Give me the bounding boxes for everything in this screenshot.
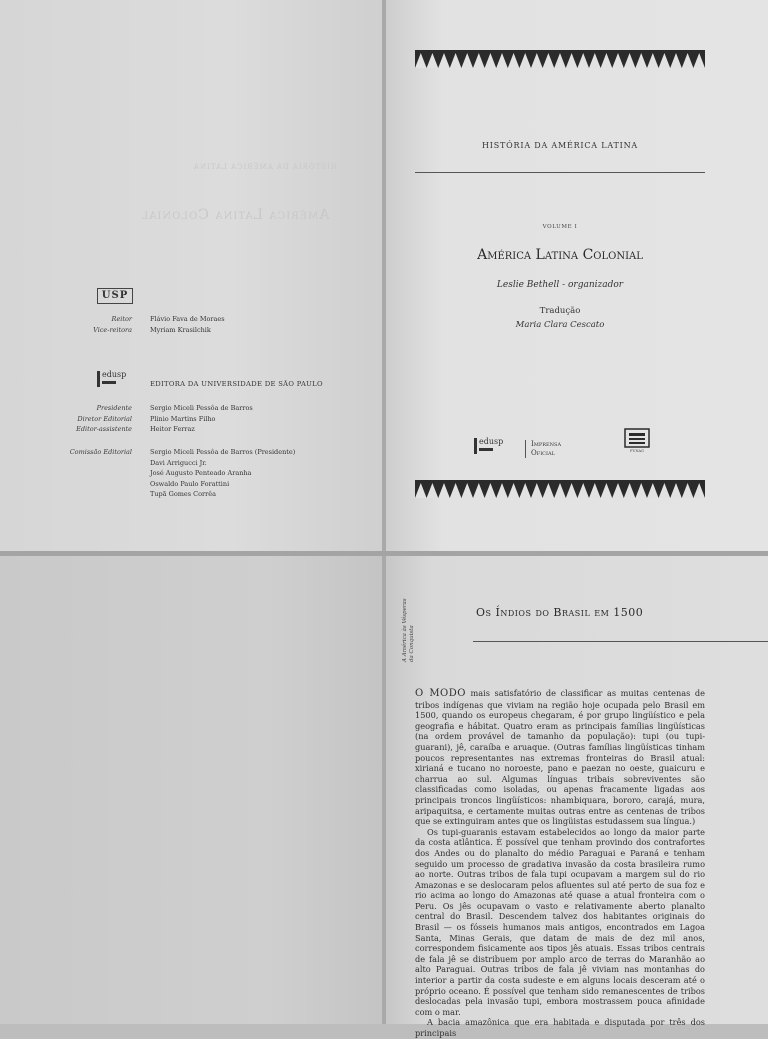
chapter-body [415,688,705,1039]
role-diretor-editorial: Diretor Editorial [77,414,132,423]
committee-member: Davi Arrigucci Jr. [150,458,207,467]
role-presidente: Presidente [96,404,132,412]
top-triangle-band [415,50,705,68]
lead-words: O MODO [415,688,466,699]
bottom-triangle-band [415,480,705,498]
edusp-logo: edusp [97,371,126,387]
university-roles [93,315,132,336]
publisher-names [150,404,253,436]
name-diretor-editorial: Plinio Martins Filho [150,414,216,423]
copyright-page [0,0,383,552]
name-editor-assistente: Heitor Ferraz [150,425,195,433]
fundap-logo-icon [624,428,650,448]
editor-credit: Leslie Bethell - organizador [496,280,624,290]
title-rule [415,172,705,173]
paragraph-3: A bacia amazônica que era habitada e disputada por três dos principais [415,1017,705,1038]
show-through-series-text: HISTÓRIA DA AMÉRICA LATINA [192,163,338,171]
publisher-roles [76,404,132,436]
role-editor-assistente: Editor-assistente [76,425,132,433]
publisher-credits [0,404,383,438]
fundap-label: FUNAG [630,449,644,453]
committee-member: Oswaldo Paulo Forattini [150,479,230,488]
translator-name: Maria Clara Cescato [515,320,605,330]
spine-gutter [382,0,386,1024]
name-vice-reitora: Myriam Krasilchik [150,325,211,334]
usp-logo: USP [97,288,133,304]
name-reitor: Flávio Fava de Moraes [150,315,225,323]
chapter-rule [473,641,768,642]
publisher-name: EDITORA DA UNIVERSIDADE DE SÃO PAULO [150,380,323,388]
committee-names [150,448,295,501]
paragraph-2: Os tupi-guaranis estavam estabelecidos ao longo da maior parte da costa atlântica. É possível que tenham provindo dos contrafortes dos Andes ou do planalto do médio Paraguai e Paraná e tenham seguido um processo de gradativa invasão da costa brasileira rumo ao norte. Outras tribos de fala tupi ocupavam a margem sul do rio Amazonas e se deslocaram pelos afluentes sul até perto de sua foz e rio acima ao longo do Amazonas até quase a atual fronteira com o Peru. Os jês ocupavam o vasto e relativamente aberto planalto central do Brasil. Descendem talvez dos habitantes originais do Brasil — os fósseis humanos mais antigos, encontrados em Lagoa Santa, Minas Gerais, que datam de mais de dez mil anos, correspondem fisicamente aos tipos jês atuais. Essas tribos centrais de fala jê se distribuem por amplo arco de terras do Maranhão ao alto Paraguai. Outras tribos de fala jê viviam nas montanhas do interior a partir da costa sudeste e em alguns locais desceram até o próprio oceano. É possível que tenham sido remanescentes de tribos deslocadas pela invasão tupi, embora mostrassem pouca afinidade com o mar. [415,826,705,1017]
committee-member: Tupã Gomes Corrêa [150,490,216,498]
show-through-title-text: América Latina Colonial [140,207,330,223]
imprensa-oficial-logo: Imprensa Oficial [525,440,561,458]
paragraph-1: O MODO mais satisfatório de classificar as muitas centenas de tribos indígenas que viviam na região hoje ocupada pelo Brasil em 1500, quando os europeus chegaram, é por grupo lingüístico e pela geografia e hábitat. Quatro eram as principais famílias lingüísticas (na ordem provável de tamanho da população): tupi (ou tupi-guarani), jê, caraíba e aruaque. (Outras famílias lingüísticas tinham poucos representantes nas extremas fronteiras do Brasil atual: xirianá e tucano no noroeste, pano e paezan no oeste, guaicuru e charrua ao sul. Algumas línguas tribais sobreviventes são classificadas como isoladas, ou apenas fracamente ligadas aos principais troncos lingüísticos: nhambiquara, bororo, carajá, mura, aripaquitsa, e certamente muitas outras entre as centenas de tribos que se extinguiram antes que os lingüistas estudassem sua língua.) [415,688,705,827]
name-presidente: Sergio Miceli Pessôa de Barros [150,404,253,412]
book-title: América Latina Colonial [477,247,643,263]
translation-label: Tradução [539,306,581,316]
edusp-imprint-logo: edusp [474,438,503,454]
chapter-title: Os Índios do Brasil em 1500 [476,606,644,619]
running-head-vertical: A América às Vésperas da Conquista [402,598,415,662]
committee-member: Sergio Miceli Pessôa de Barros (Presidente) [150,448,296,456]
series-title: HISTÓRIA DA AMÉRICA LATINA [482,141,638,150]
blank-verso-page [0,555,383,1024]
committee-member: José Augusto Penteado Aranha [150,469,252,477]
role-reitor: Reitor [111,315,132,323]
university-credits [0,315,383,339]
volume-label: VOLUME I [542,224,578,230]
title-page [385,0,768,552]
university-names [150,315,225,336]
committee-role: Comissão Editorial [69,448,132,456]
committee-credits [0,448,383,503]
role-vice-reitora: Vice-reitora [93,325,132,334]
page-divider [0,551,768,556]
